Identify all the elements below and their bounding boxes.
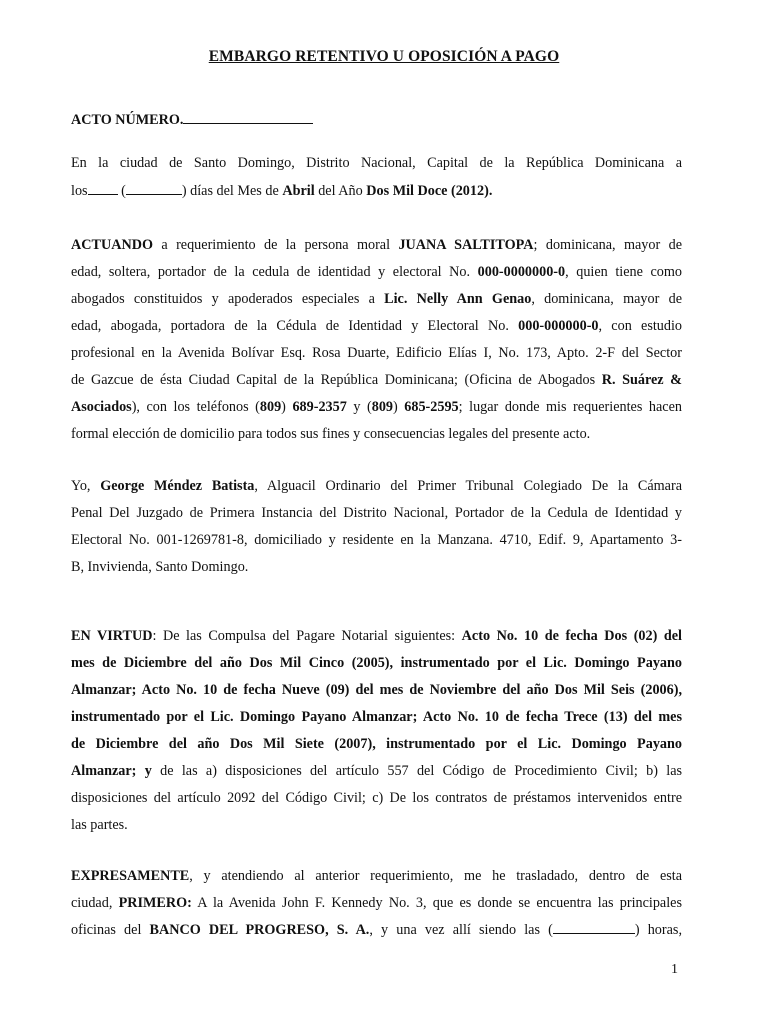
p4-line-7: disposiciones del artículo 2092 del Código Civil; c) De los contratos de préstamos intervenidos entre — [71, 790, 682, 806]
p2-text: y ( — [346, 399, 372, 415]
p2-text: de Gazcue de ésta Ciudad Capital de la República Dominicana; (Oficina de Abogados — [71, 372, 602, 388]
requester-name: JUANA SALTITOPA — [398, 237, 534, 253]
bailiff-name: George Méndez Batista — [100, 478, 255, 494]
p4-bold-text: Almanzar; y — [71, 763, 152, 779]
p2-line-4 — [71, 317, 682, 335]
day-words-blank — [126, 182, 182, 195]
p2-text: ; dominicana, mayor de — [533, 237, 682, 253]
p5-text: ciudad, — [71, 895, 119, 911]
p1-text: ) días del Mes de — [181, 183, 283, 199]
p2-text: edad, soltera, portador de la cedula de identidad y electoral No. — [71, 264, 478, 280]
p2-text: a requerimiento de la persona moral — [152, 237, 399, 253]
phone-2: 685-2595 — [404, 399, 459, 415]
day-blank — [88, 182, 118, 195]
acto-numero-label: ACTO NÚMERO. — [71, 112, 184, 128]
p1-text: los — [71, 183, 88, 199]
p4-line-8: las partes. — [71, 817, 128, 833]
p2-line-8: formal elección de domicilio para todos sus fines y consecuencias legales del presente acto. — [71, 426, 591, 442]
acto-numero-line — [71, 111, 682, 129]
acto-numero-blank — [183, 111, 313, 124]
p4-text: de las a) disposiciones del artículo 557 del Código de Procedimiento Civil; b) las — [151, 763, 683, 779]
p2-text: , con estudio — [598, 318, 683, 334]
phone-area: 809 — [259, 399, 282, 415]
p3-text: Yo, — [71, 478, 101, 494]
requester-id: 000-0000000-0 — [477, 264, 566, 280]
p1-text: del Año — [314, 183, 367, 199]
p4-line-2: mes de Diciembre del año Dos Mil Cinco (2005), instrumentado por el Lic. Domingo Payano — [71, 655, 682, 671]
p1-line-1: En la ciudad de Santo Domingo, Distrito Nacional, Capital de la República Dominicana a — [71, 155, 682, 171]
hour-blank — [553, 921, 635, 934]
p2-text: ) — [281, 399, 293, 415]
p2-text: , dominicana, mayor de — [531, 291, 682, 307]
p5-line-3 — [71, 921, 682, 939]
p4-line-1 — [71, 627, 682, 645]
p1-line-2 — [71, 182, 682, 200]
p5-text: ) horas, — [634, 922, 682, 938]
law-firm-name-cont: Asociados — [71, 399, 132, 415]
p4-line-6 — [71, 762, 682, 780]
p2-text: ; lugar donde mis requerientes hacen — [458, 399, 682, 415]
p2-text: ), con los teléfonos ( — [131, 399, 260, 415]
p3-text: , Alguacil Ordinario del Primer Tribunal Colegiado De la Cámara — [254, 478, 682, 494]
p2-text: ) — [393, 399, 405, 415]
p3-line-3: Electoral No. 001-1269781-8, domiciliado y residente en la Manzana. 4710, Edif. 9, Apartamento 3- — [71, 532, 682, 548]
p2-text: , quien tiene como — [565, 264, 682, 280]
page-number: 1 — [671, 962, 678, 977]
p1-text: ( — [117, 183, 126, 199]
p5-text: , y una vez allí siendo las ( — [369, 922, 553, 938]
lawyer-id: 000-000000-0 — [518, 318, 599, 334]
p5-line-2 — [71, 894, 682, 912]
month-value: Abril — [282, 183, 315, 199]
year-value: Dos Mil Doce (2012). — [366, 183, 493, 199]
p2-line-2 — [71, 263, 682, 281]
p2-text: abogados constituidos y apoderados especiales a — [71, 291, 385, 307]
p5-text: A la Avenida John F. Kennedy No. 3, que es donde se encuentra las principales — [191, 895, 682, 911]
p2-line-3 — [71, 290, 682, 308]
bank-name: BANCO DEL PROGRESO, S. A. — [149, 922, 370, 938]
p2-line-7 — [71, 398, 682, 416]
p5-line-1 — [71, 867, 682, 885]
p5-text: oficinas del — [71, 922, 150, 938]
p2-line-5: profesional en la Avenida Bolívar Esq. Rosa Duarte, Edificio Elías I, No. 173, Apto. 2-F del Sector — [71, 345, 682, 361]
p4-line-4: instrumentado por el Lic. Domingo Payano Almanzar; Acto No. 10 de fecha Trece (13) del mes — [71, 709, 682, 725]
p2-text: edad, abogada, portadora de la Cédula de Identidad y Electoral No. — [71, 318, 519, 334]
phone-area: 809 — [371, 399, 393, 415]
p4-text: : De las Compulsa del Pagare Notarial siguientes: — [152, 628, 462, 644]
p4-line-3: Almanzar; Acto No. 10 de fecha Nueve (09) del mes de Noviembre del año Dos Mil Seis (2006), — [71, 682, 682, 698]
p3-line-1 — [71, 477, 682, 495]
p4-line-5: de Diciembre del año Dos Mil Siete (2007), instrumentado por el Lic. Domingo Payano — [71, 736, 682, 752]
lawyer-name: Lic. Nelly Ann Genao — [384, 291, 532, 307]
p3-line-4: B, Invivienda, Santo Domingo. — [71, 559, 249, 575]
actuando-label: ACTUANDO — [71, 237, 153, 253]
primero-label: PRIMERO: — [118, 895, 192, 911]
phone-1: 689-2357 — [292, 399, 347, 415]
law-firm-name: R. Suárez & — [601, 372, 682, 388]
p4-bold-text: Acto No. 10 de fecha Dos (02) del — [461, 628, 682, 644]
p2-line-6 — [71, 371, 682, 389]
en-virtud-label: EN VIRTUD — [71, 628, 153, 644]
p5-text: , y atendiendo al anterior requerimiento, me he trasladado, dentro de esta — [189, 868, 682, 884]
document-title: EMBARGO RETENTIVO U OPOSICIÓN A PAGO — [208, 48, 560, 65]
expresamente-label: EXPRESAMENTE — [71, 868, 190, 884]
p3-line-2: Penal Del Juzgado de Primera Instancia del Distrito Nacional, Portador de la Cedula de Identidad y — [71, 505, 682, 521]
p2-line-1 — [71, 236, 682, 254]
